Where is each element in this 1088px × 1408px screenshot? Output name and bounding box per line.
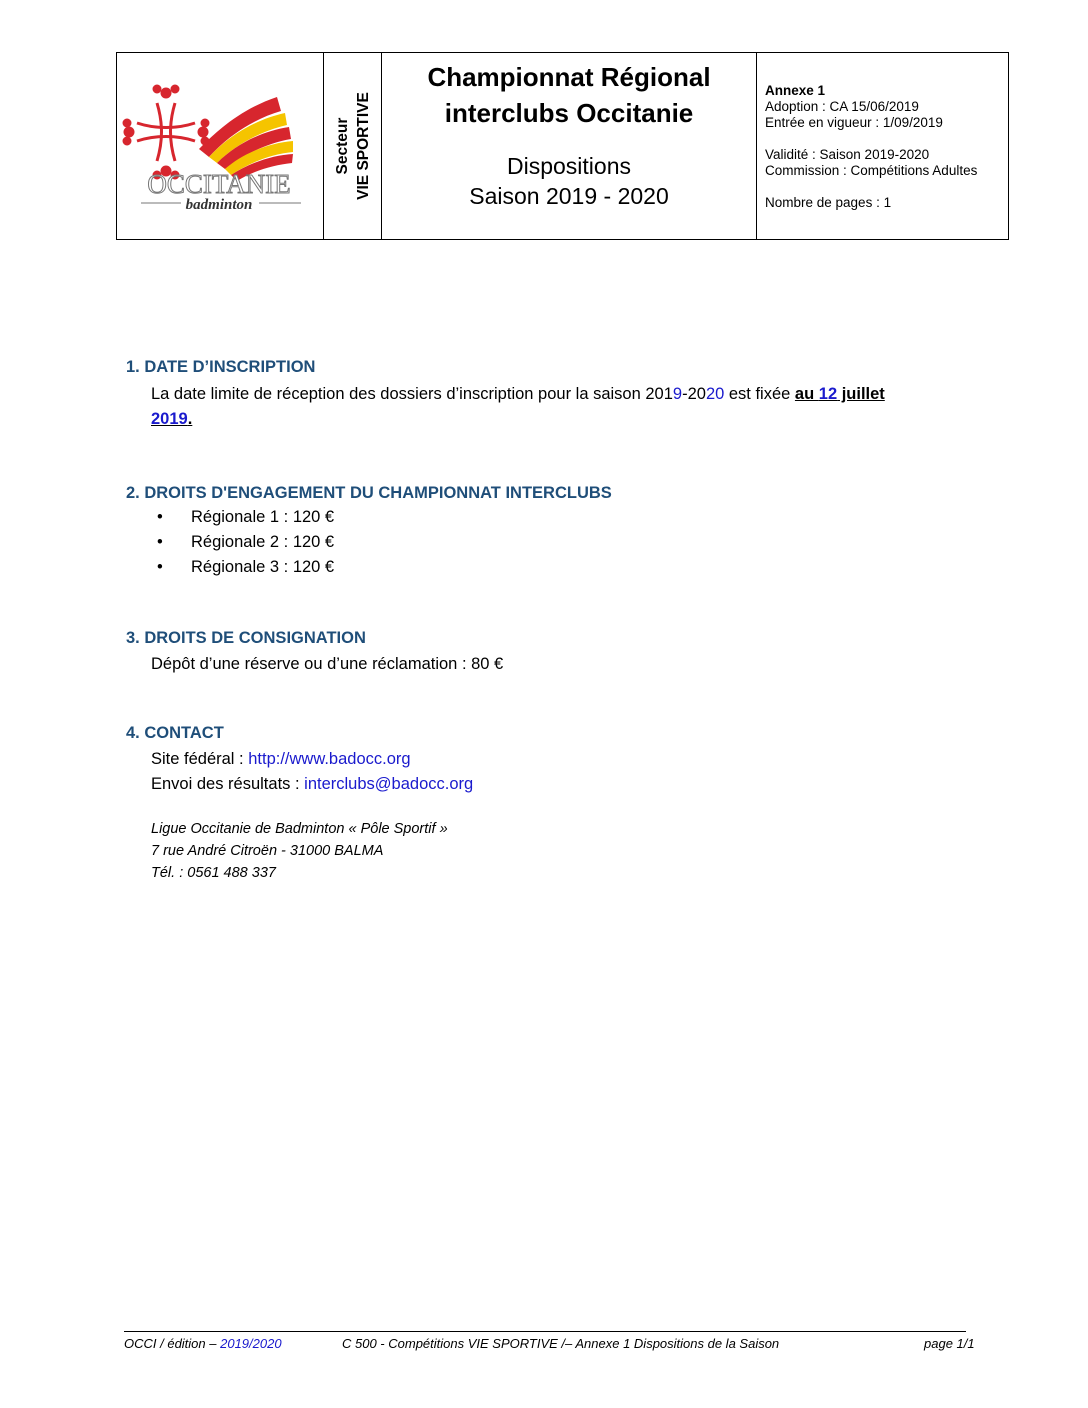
email-link[interactable]: interclubs@badocc.org bbox=[304, 775, 474, 793]
list-item-text: Régionale 2 : 120 € bbox=[191, 533, 335, 551]
section-1-title: 1. DATE D’INSCRIPTION bbox=[126, 358, 316, 376]
title-cell bbox=[382, 53, 757, 239]
footer-left bbox=[124, 1336, 282, 1351]
document-header bbox=[116, 52, 1009, 240]
address-line2: 7 rue André Citroën - 31000 BALMA bbox=[151, 843, 384, 859]
logo-word: OCCITANIE bbox=[147, 169, 291, 199]
footer-center: C 500 - Compétitions VIE SPORTIVE /– Annexe 1 Dispositions de la Saison bbox=[342, 1336, 780, 1351]
s1-deadline-c: juillet bbox=[837, 385, 885, 403]
meta-cell bbox=[757, 53, 1008, 239]
subtitle-line1: Dispositions bbox=[507, 153, 631, 179]
subtitle-line2: Saison 2019 - 2020 bbox=[469, 183, 669, 209]
meta-annexe: Annexe 1 bbox=[765, 83, 826, 98]
sector-line2: VIE SPORTIVE bbox=[354, 92, 372, 200]
doc-title bbox=[382, 59, 756, 131]
section-2-title: 2. DROITS D'ENGAGEMENT DU CHAMPIONNAT INTERCLUBS bbox=[126, 484, 612, 502]
list-item-text: Régionale 1 : 120 € bbox=[191, 508, 335, 526]
s1-text-b: 9 bbox=[672, 385, 683, 403]
occitan-cross-icon bbox=[124, 86, 208, 178]
logo-cell bbox=[117, 53, 324, 239]
site-label: Site fédéral : bbox=[151, 750, 249, 768]
address-phone: Tél. : 0561 488 337 bbox=[151, 865, 276, 881]
sector-label bbox=[332, 92, 374, 200]
section-1-text bbox=[151, 382, 951, 432]
contact-email bbox=[151, 772, 473, 797]
s1-deadline-b: 12 bbox=[818, 385, 838, 403]
s1-text-c: -20 bbox=[682, 385, 706, 403]
list-item bbox=[157, 558, 334, 577]
s1-deadline-d: 2019 bbox=[151, 410, 188, 428]
meta-pages: Nombre de pages : 1 bbox=[765, 195, 892, 210]
list-item bbox=[157, 508, 334, 527]
address-line1: Ligue Occitanie de Badminton « Pôle Sportif » bbox=[151, 821, 448, 837]
bullet-icon: • bbox=[157, 558, 163, 576]
s1-deadline-e: . bbox=[187, 410, 193, 428]
section-3-title: 3. DROITS DE CONSIGNATION bbox=[126, 629, 366, 647]
meta-commission: Commission : Compétitions Adultes bbox=[765, 163, 978, 178]
s1-text-e: est fixée bbox=[724, 385, 795, 403]
meta-vigueur: Entrée en vigueur : 1/09/2019 bbox=[765, 115, 943, 130]
list-item-text: Régionale 3 : 120 € bbox=[191, 558, 335, 576]
s1-text-d: 20 bbox=[705, 385, 725, 403]
logo-sub: badminton bbox=[185, 197, 253, 213]
list-item bbox=[157, 533, 334, 552]
doc-subtitle bbox=[382, 151, 756, 211]
footer-left-b: 2019/2020 bbox=[220, 1336, 282, 1351]
title-line2: interclubs Occitanie bbox=[444, 98, 694, 128]
email-label: Envoi des résultats : bbox=[151, 775, 305, 793]
footer-left-a: OCCI / édition – bbox=[124, 1336, 221, 1351]
s1-text-a: La date limite de réception des dossiers d’inscription pour la saison 201 bbox=[151, 385, 673, 403]
contact-site bbox=[151, 747, 411, 772]
s1-deadline-a: au bbox=[794, 385, 819, 403]
footer-page-number: page 1/1 bbox=[924, 1336, 975, 1351]
occitanie-badminton-logo bbox=[117, 53, 322, 239]
sector-line1: Secteur bbox=[333, 117, 351, 175]
sector-cell bbox=[324, 53, 382, 239]
bullet-icon: • bbox=[157, 508, 163, 526]
section-3-text: Dépôt d’une réserve ou d’une réclamation : 80 € bbox=[151, 655, 504, 673]
meta-validite: Validité : Saison 2019-2020 bbox=[765, 147, 930, 162]
meta-adoption: Adoption : CA 15/06/2019 bbox=[765, 99, 919, 114]
address-block bbox=[151, 818, 448, 884]
title-line1: Championnat Régional bbox=[427, 62, 711, 92]
bullet-icon: • bbox=[157, 533, 163, 551]
footer-divider bbox=[124, 1331, 966, 1332]
section-4-title: 4. CONTACT bbox=[126, 724, 224, 742]
site-link[interactable]: http://www.badocc.org bbox=[248, 750, 411, 768]
